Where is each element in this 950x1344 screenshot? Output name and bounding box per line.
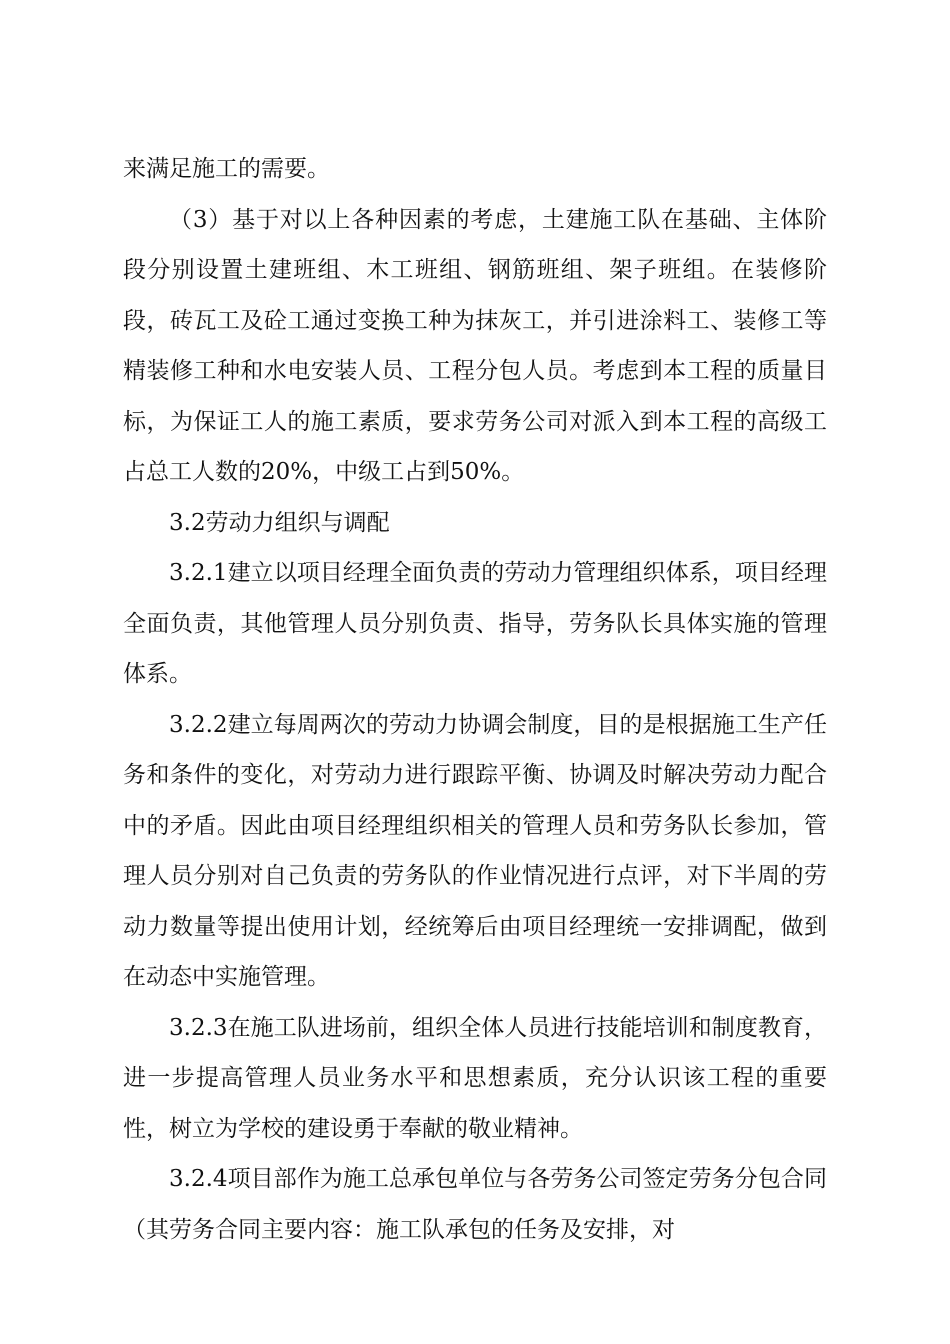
paragraph-3-2-1: 3.2.1建立以项目经理全面负责的劳动力管理组织体系，项目经理全面负责，其他管理人员分别负责、指导，劳务队长具体实施的管理体系。: [123, 560, 827, 687]
paragraph-item-3: （3）基于对以上各种因素的考虑，土建施工队在基础、主体阶段分别设置土建班组、木工班组、钢筋班组、架子班组。在装修阶段，砖瓦工及砼工通过变换工种为抹灰工，并引进涂料工、装修工等精装修工种和水电安装人员、工程分包人员。考虑到本工程的质量目标，为保证工人的施工素质，要求劳务公司对派入到本工程的高级工占总工人数的20%，中级工占到50%。: [123, 206, 827, 485]
document-body: [123, 144, 827, 1255]
section-heading-3-2: 3.2劳动力组织与调配: [169, 509, 390, 536]
paragraph-3-2-4: 3.2.4项目部作为施工总承包单位与各劳务公司签定劳务分包合同（其劳务合同主要内容：施工队承包的任务及安排，对: [123, 1166, 827, 1243]
paragraph-continuation: 来满足施工的需要。: [123, 156, 330, 182]
paragraph-3-2-3: 3.2.3在施工队进场前，组织全体人员进行技能培训和制度教育，进一步提高管理人员业务水平和思想素质，充分认识该工程的重要性，树立为学校的建设勇于奉献的敬业精神。: [123, 1014, 827, 1142]
paragraph-3-2-2: 3.2.2建立每周两次的劳动力协调会制度，目的是根据施工生产任务和条件的变化，对劳动力进行跟踪平衡、协调及时解决劳动力配合中的矛盾。因此由项目经理组织相关的管理人员和劳务队长参加，管理人员分别对自己负责的劳务队的作业情况进行点评，对下半周的劳动力数量等提出使用计划，经统筹后由项目经理统一安排调配，做到在动态中实施管理。: [123, 711, 827, 990]
